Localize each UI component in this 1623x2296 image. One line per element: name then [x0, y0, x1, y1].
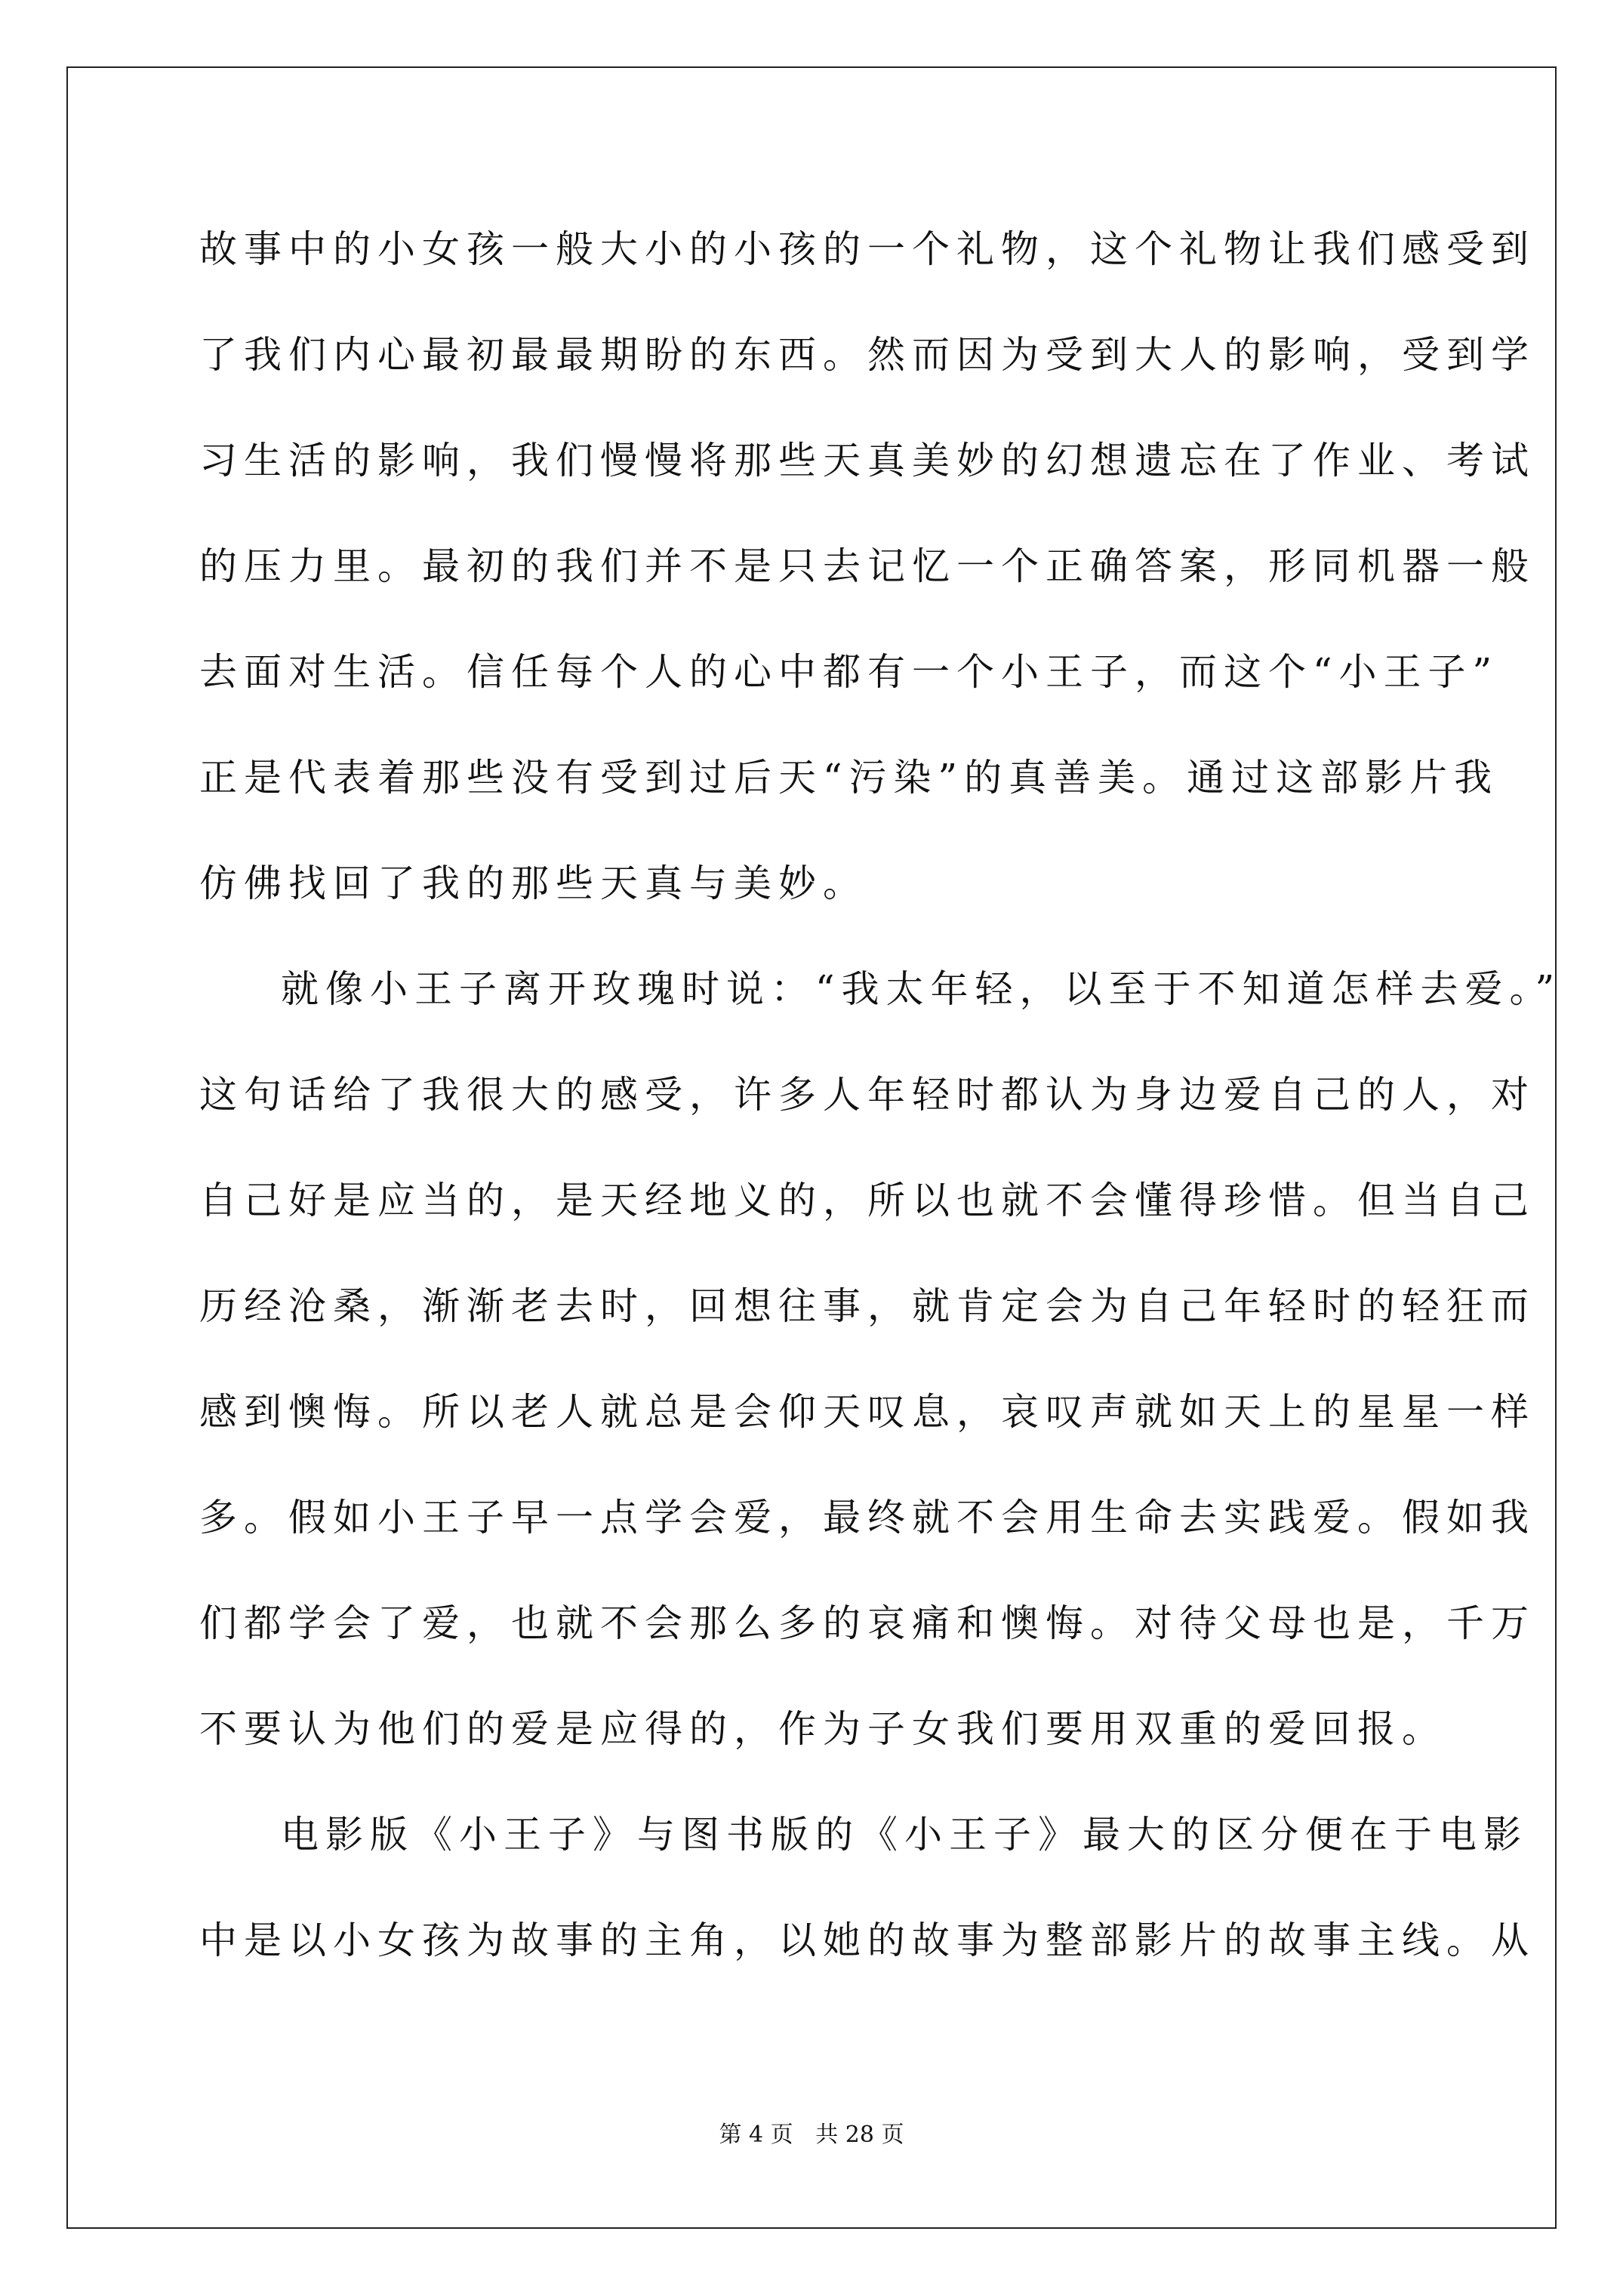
text-line: 这句话给了我很大的感受，许多人年轻时都认为身边爱自己的人，对	[199, 1073, 1535, 1117]
paragraph-start-line: 就像小王子离开玫瑰时说：“我太年轻，以至于不知道怎样去爱。”	[281, 967, 1562, 1011]
text-line: 历经沧桑，渐渐老去时，回想往事，就肯定会为自己年轻时的轻狂而	[199, 1284, 1535, 1328]
text-line: 多。假如小王子早一点学会爱，最终就不会用生命去实践爱。假如我	[199, 1496, 1535, 1539]
text-line: 中是以小女孩为故事的主角，以她的故事为整部影片的故事主线。从	[199, 1918, 1535, 1962]
text-line: 正是代表着那些没有受到过后天“污染”的真善美。通过这部影片我	[199, 756, 1499, 800]
page-number: 第 4 页	[719, 2122, 793, 2148]
text-line: 们都学会了爱，也就不会那么多的哀痛和懊悔。对待父母也是，千万	[199, 1601, 1535, 1645]
document-body	[199, 219, 1562, 2016]
text-line: 感到懊悔。所以老人就总是会仰天叹息，哀叹声就如天上的星星一样	[199, 1390, 1535, 1434]
page-footer	[0, 2120, 1623, 2150]
text-line: 自己好是应当的，是天经地义的，所以也就不会懂得珍惜。但当自己	[199, 1179, 1535, 1222]
text-line: 去面对生活。信任每个人的心中都有一个小王子，而这个“小王子”	[199, 650, 1499, 694]
text-line: 了我们内心最初最最期盼的东西。然而因为受到大人的影响，受到学	[199, 333, 1535, 377]
text-line: 仿佛找回了我的那些天真与美妙。	[199, 861, 867, 905]
text-line: 不要认为他们的爱是应得的，作为子女我们要用双重的爱回报。	[199, 1707, 1446, 1751]
text-line: 故事中的小女孩一般大小的小孩的一个礼物，这个礼物让我们感受到	[199, 227, 1535, 271]
text-line: 习生活的影响，我们慢慢将那些天真美妙的幻想遗忘在了作业、考试	[199, 439, 1535, 482]
paragraph-start-line: 电影版《小王子》与图书版的《小王子》最大的区分便在于电影	[281, 1813, 1528, 1857]
page-total: 共 28 页	[815, 2122, 904, 2148]
text-line: 的压力里。最初的我们并不是只去记忆一个正确答案，形同机器一般	[199, 544, 1535, 588]
